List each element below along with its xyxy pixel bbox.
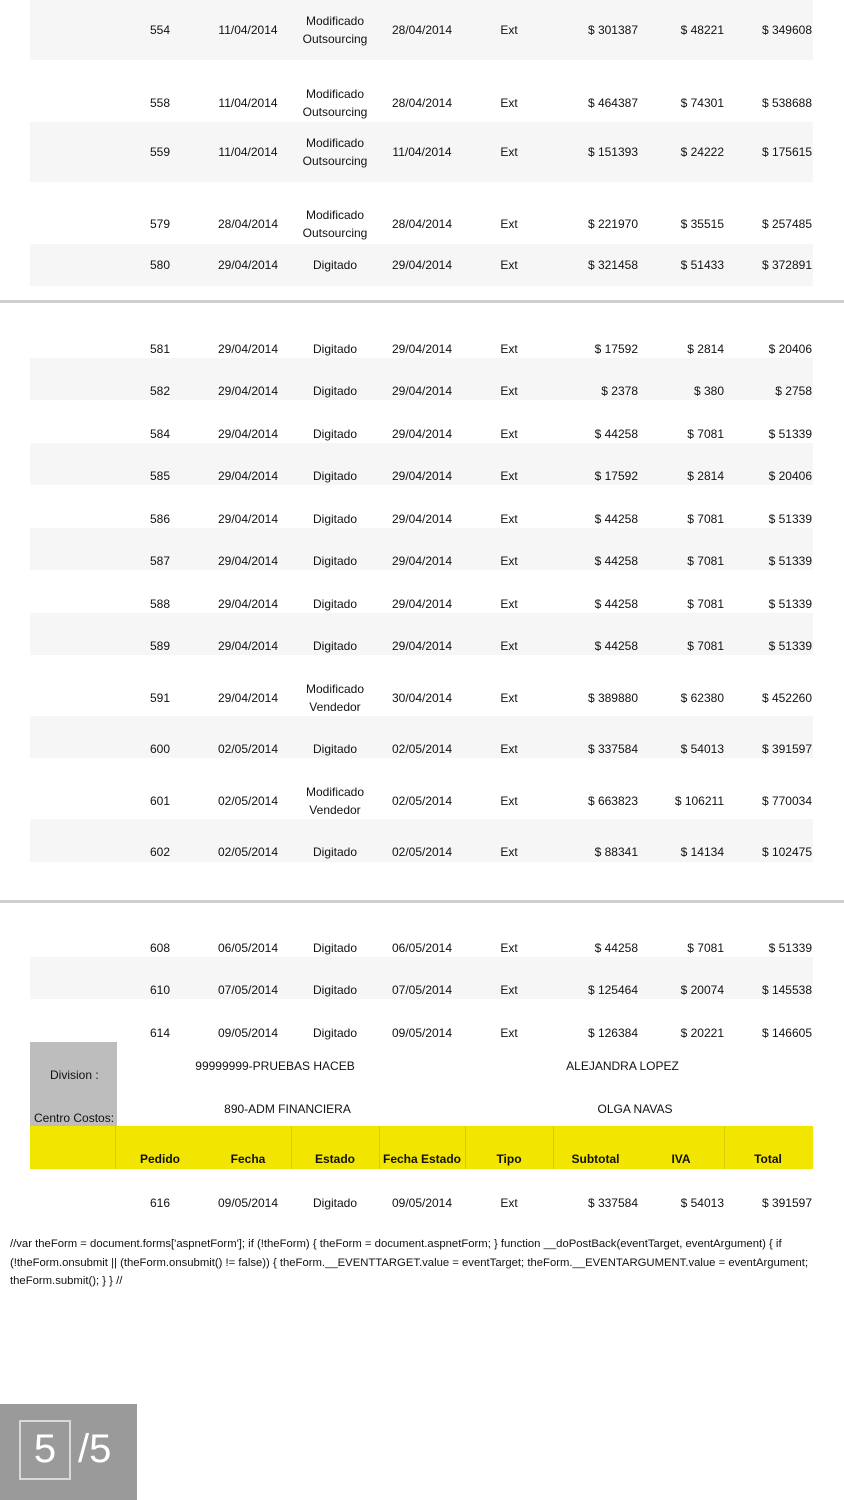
cell-fecha: 29/04/2014 [217,597,279,611]
cell-pedido: 608 [149,941,171,955]
cell-total: $ 51339 [768,427,812,441]
cell-subtotal: $ 44258 [594,639,638,653]
cell-tipo: Ext [500,983,518,997]
cell-estado: Digitado [312,554,358,568]
cell-fecha-estado: 29/04/2014 [391,512,453,526]
total-pages: /5 [78,1427,112,1471]
cell-fecha: 09/05/2014 [217,1026,279,1040]
cell-estado: Modificado Outsourcing [302,87,368,119]
cell-pedido: 616 [149,1196,171,1210]
cell-estado: Digitado [312,258,358,272]
cell-iva: $ 35515 [680,217,724,231]
cell-subtotal: $ 221970 [587,217,638,231]
table-row [30,1182,813,1224]
cell-total: $ 391597 [761,742,812,756]
division-label: Division : [50,1068,99,1082]
cell-iva: $ 7081 [687,512,724,526]
cell-fecha: 29/04/2014 [217,342,279,356]
cell-iva: $ 7081 [687,941,724,955]
cell-tipo: Ext [500,1196,518,1210]
cell-total: $ 538688 [761,96,812,110]
cell-estado: Digitado [312,384,358,398]
table-row [30,613,813,655]
cell-tipo: Ext [500,597,518,611]
header-subtotal: Subtotal [571,1152,620,1166]
cell-tipo: Ext [500,1026,518,1040]
cell-pedido: 582 [149,384,171,398]
cell-total: $ 2758 [775,384,812,398]
cell-iva: $ 74301 [680,96,724,110]
cell-subtotal: $ 126384 [587,1026,638,1040]
cell-subtotal: $ 337584 [587,1196,638,1210]
cell-subtotal: $ 663823 [587,794,638,808]
cell-tipo: Ext [500,742,518,756]
cell-fecha: 02/05/2014 [217,742,279,756]
cell-pedido: 614 [149,1026,171,1040]
centro-costos-label: Centro Costos: [34,1111,115,1125]
cell-subtotal: $ 88341 [594,845,638,859]
cell-estado: Modificado Vendedor [305,785,365,817]
current-page-number: 5 [33,1427,57,1471]
cell-tipo: Ext [500,554,518,568]
cell-fecha: 11/04/2014 [218,145,278,159]
table-row [30,358,813,400]
cell-estado: Digitado [312,845,358,859]
cell-iva: $ 54013 [680,1196,724,1210]
cell-tipo: Ext [500,217,518,231]
cell-iva: $ 20074 [680,983,724,997]
cell-tipo: Ext [500,342,518,356]
cell-fecha-estado: 28/04/2014 [391,96,453,110]
cell-pedido: 584 [149,427,171,441]
cell-pedido: 601 [149,794,171,808]
cell-subtotal: $ 44258 [594,512,638,526]
cell-iva: $ 20221 [680,1026,724,1040]
cell-tipo: Ext [500,845,518,859]
cell-tipo: Ext [500,96,518,110]
cell-fecha: 07/05/2014 [217,983,279,997]
table-row [30,957,813,999]
cell-estado: Modificado Vendedor [305,682,365,714]
cell-total: $ 51339 [768,597,812,611]
page-separator [0,300,844,303]
header-iva: IVA [671,1152,691,1166]
cell-fecha-estado: 02/05/2014 [391,742,453,756]
cell-fecha: 29/04/2014 [217,512,279,526]
cell-fecha-estado: 29/04/2014 [391,469,453,483]
cell-estado: Digitado [312,427,358,441]
cell-total: $ 452260 [761,691,812,705]
cell-pedido: 579 [149,217,171,231]
cell-subtotal: $ 321458 [587,258,638,272]
cell-estado: Digitado [312,1196,358,1210]
cell-tipo: Ext [500,512,518,526]
cell-pedido: 581 [149,342,171,356]
cell-pedido: 589 [149,639,171,653]
cell-subtotal: $ 44258 [594,554,638,568]
table-row [30,244,813,286]
cell-pedido: 580 [149,258,171,272]
table-row [30,443,813,485]
cell-fecha-estado: 09/05/2014 [391,1026,453,1040]
cell-pedido: 610 [149,983,171,997]
cell-total: $ 20406 [768,469,812,483]
cell-fecha-estado: 02/05/2014 [391,845,453,859]
cell-fecha: 28/04/2014 [217,217,279,231]
table-row [30,528,813,570]
cell-total: $ 102475 [761,845,812,859]
cell-iva: $ 7081 [687,639,724,653]
cell-subtotal: $ 44258 [594,427,638,441]
cell-fecha: 11/04/2014 [218,96,278,110]
cell-fecha: 29/04/2014 [217,469,279,483]
cell-subtotal: $ 389880 [587,691,638,705]
cell-iva: $ 106211 [674,794,724,808]
cell-total: $ 145538 [761,983,812,997]
cell-iva: $ 2814 [687,342,724,356]
cell-tipo: Ext [500,639,518,653]
header-fecha: Fecha [230,1152,266,1166]
cell-subtotal: $ 464387 [587,96,638,110]
cell-total: $ 349608 [761,23,812,37]
cell-estado: Digitado [312,1026,358,1040]
cell-estado: Digitado [312,742,358,756]
header-total: Total [754,1152,782,1166]
cell-subtotal: $ 44258 [594,597,638,611]
cell-fecha-estado: 11/04/2014 [392,145,452,159]
cell-estado: Modificado Outsourcing [302,208,368,240]
header-tipo: Tipo [496,1152,522,1166]
cell-subtotal: $ 337584 [587,742,638,756]
cell-fecha: 29/04/2014 [217,258,279,272]
cell-iva: $ 14134 [680,845,724,859]
header-fecha-estado: Fecha Estado [382,1152,462,1166]
cell-tipo: Ext [500,258,518,272]
cell-fecha-estado: 09/05/2014 [391,1196,453,1210]
cell-fecha: 11/04/2014 [218,23,278,37]
cell-total: $ 146605 [761,1026,812,1040]
cell-estado: Modificado Outsourcing [302,14,368,46]
cell-total: $ 175615 [761,145,812,159]
cell-pedido: 600 [149,742,171,756]
cell-tipo: Ext [500,469,518,483]
cell-tipo: Ext [500,427,518,441]
cell-fecha-estado: 29/04/2014 [391,342,453,356]
cell-fecha-estado: 30/04/2014 [391,691,453,705]
table-row [30,1012,813,1054]
cell-fecha-estado: 29/04/2014 [391,639,453,653]
cell-fecha: 29/04/2014 [217,639,279,653]
cell-estado: Digitado [312,342,358,356]
cell-pedido: 602 [149,845,171,859]
cell-tipo: Ext [500,23,518,37]
cell-subtotal: $ 2378 [601,384,638,398]
cell-iva: $ 24222 [680,145,724,159]
centro-costos-value: 890-ADM FINANCIERA [224,1102,351,1116]
cell-fecha: 29/04/2014 [217,427,279,441]
cell-estado: Digitado [312,597,358,611]
cell-iva: $ 7081 [687,597,724,611]
cell-iva: $ 54013 [680,742,724,756]
division-person: ALEJANDRA LOPEZ [566,1059,679,1073]
cell-pedido: 587 [149,554,171,568]
cell-iva: $ 51433 [680,258,724,272]
cell-estado: Digitado [312,639,358,653]
table-row [30,0,813,60]
cell-tipo: Ext [500,384,518,398]
table-row [30,819,813,862]
cell-total: $ 372891 [761,258,812,272]
cell-iva: $ 7081 [687,554,724,568]
cell-estado: Digitado [312,941,358,955]
header-pedido: Pedido [139,1152,180,1166]
cell-estado: Modificado Outsourcing [302,136,368,168]
script-text: //var theForm = document.forms['aspnetForm']; if (!theForm) { theForm = document.aspnetForm; } function __doPostBack(eventTarget, eventArgument) { if (!theForm.onsubmit || (theForm.onsubmit() != false)) { theForm.__EVENTTARGET.value = eventTarget; theForm.__EVENTARGUMENT.value = eventArgument; theForm.submit(); } } // [10,1238,809,1287]
cell-subtotal: $ 151393 [587,145,638,159]
cell-total: $ 391597 [761,1196,812,1210]
cell-iva: $ 7081 [687,427,724,441]
cell-iva: $ 2814 [687,469,724,483]
cell-iva: $ 62380 [680,691,724,705]
cell-fecha-estado: 06/05/2014 [391,941,453,955]
cell-fecha-estado: 29/04/2014 [391,427,453,441]
cell-pedido: 585 [149,469,171,483]
cell-fecha-estado: 28/04/2014 [391,23,453,37]
cell-fecha: 02/05/2014 [217,845,279,859]
cell-total: $ 20406 [768,342,812,356]
cell-estado: Digitado [312,512,358,526]
cell-pedido: 586 [149,512,171,526]
cell-fecha: 02/05/2014 [217,794,279,808]
cell-fecha: 06/05/2014 [217,941,279,955]
cell-fecha-estado: 07/05/2014 [391,983,453,997]
table-row [30,716,813,758]
cell-pedido: 559 [149,145,171,159]
cell-fecha-estado: 29/04/2014 [391,554,453,568]
cell-total: $ 257485 [761,217,812,231]
cell-tipo: Ext [500,145,518,159]
table-header [30,1126,813,1169]
cell-fecha-estado: 02/05/2014 [391,794,453,808]
cell-total: $ 51339 [768,554,812,568]
cell-total: $ 51339 [768,941,812,955]
centro-costos-person: OLGA NAVAS [597,1102,673,1116]
header-estado: Estado [314,1152,355,1166]
cell-fecha: 29/04/2014 [217,691,279,705]
cell-total: $ 51339 [768,512,812,526]
cell-fecha-estado: 29/04/2014 [391,258,453,272]
cell-iva: $ 48221 [680,23,724,37]
cell-pedido: 588 [149,597,171,611]
cell-fecha: 29/04/2014 [217,384,279,398]
cell-subtotal: $ 17592 [594,342,638,356]
division-value: 99999999-PRUEBAS HACEB [195,1059,355,1073]
table-row [30,122,813,182]
page-indicator [0,1404,137,1500]
cell-tipo: Ext [500,691,518,705]
cell-fecha: 29/04/2014 [217,554,279,568]
cell-total: $ 51339 [768,639,812,653]
cell-pedido: 591 [149,691,171,705]
cell-estado: Digitado [312,469,358,483]
cell-pedido: 558 [149,96,171,110]
cell-estado: Digitado [312,983,358,997]
cell-subtotal: $ 125464 [587,983,638,997]
cell-fecha: 09/05/2014 [217,1196,279,1210]
cell-fecha-estado: 29/04/2014 [391,597,453,611]
cell-pedido: 554 [149,23,171,37]
cell-iva: $ 380 [693,384,724,398]
cell-total: $ 770034 [761,794,812,808]
cell-subtotal: $ 301387 [587,23,638,37]
cell-fecha-estado: 29/04/2014 [391,384,453,398]
cell-subtotal: $ 44258 [594,941,638,955]
page-separator [0,900,844,903]
cell-subtotal: $ 17592 [594,469,638,483]
cell-tipo: Ext [500,941,518,955]
cell-fecha-estado: 28/04/2014 [391,217,453,231]
cell-tipo: Ext [500,794,518,808]
